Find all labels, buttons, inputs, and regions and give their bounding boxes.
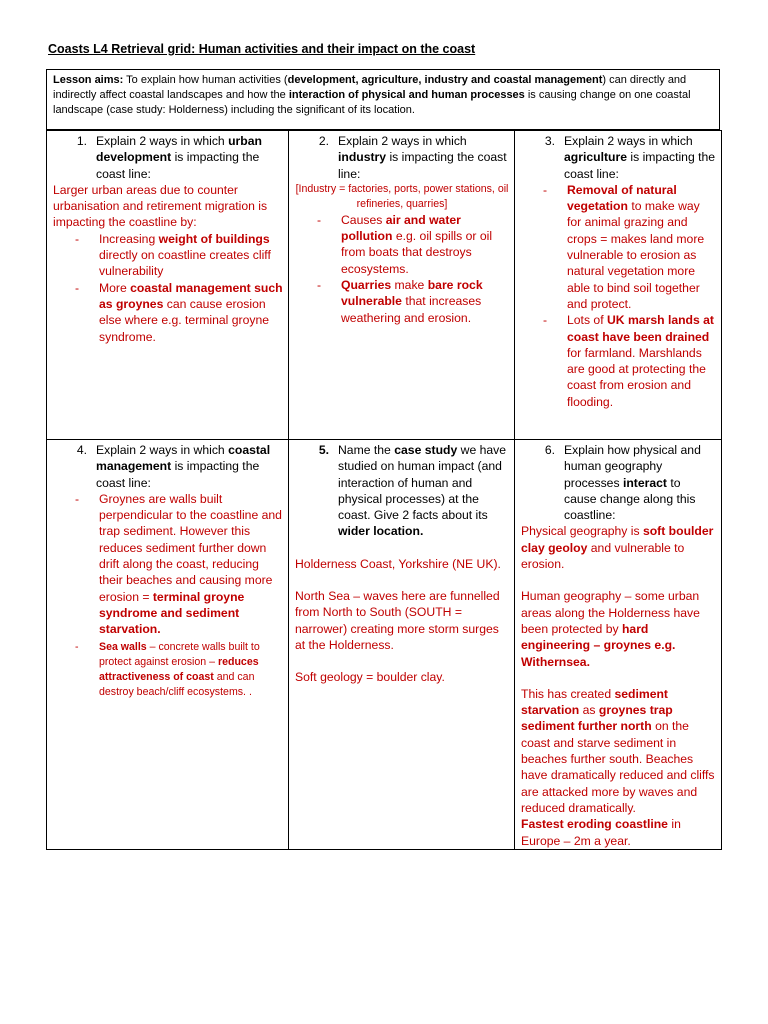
aims-bold: development, agriculture, industry and coastal management [287,74,603,86]
list-item: - Groynes are walls built perpendicular to the coastline and trap sediment. However this reduces sediment further down drift along the coast, reducing their beaches and causing more erosion = terminal groyne syndrome and sediment starvation. [75,491,282,637]
question-text: Explain 2 ways in which urban development is impacting the coast line: [96,134,262,181]
answer-paragraph: Fastest eroding coastline in Europe – 2m a year. [521,817,681,848]
question [295,442,509,540]
list-item: - Quarries make bare rock vulnerable that increases weathering and erosion. [317,278,483,325]
question [53,133,283,182]
page-title: Coasts L4 Retrieval grid: Human activities and their impact on the coast [48,42,476,56]
question [521,133,716,182]
aims-bold: interaction of physical and human processes [288,89,525,101]
question-number: 3. [544,134,555,148]
question-number: 5. [318,443,329,457]
question-number: 4. [76,443,87,457]
aims-text: ) can directly and indirectly affect coastal landscapes and how the [53,74,687,101]
list-item: - Increasing weight of buildings directly on coastline creates cliff vulnerability [75,231,271,279]
retrieval-grid [46,130,722,850]
answer-intro: Larger urban areas due to counter urbanisation and retirement migration is impacting the coastline by: [53,182,268,230]
grid-cell-industry [289,131,515,440]
list-item: - More coastal management such as groynes can cause erosion else where e.g. terminal groyne syndrome. [75,280,283,344]
question-text: Explain 2 ways in which industry is impacting the coast line: [338,134,507,181]
question-number: 6. [544,443,555,457]
answer-paragraph: Soft geology = boulder clay. [295,670,445,685]
lesson-aims [46,69,720,130]
answer-paragraph: Holderness Coast, Yorkshire (NE UK). [295,556,501,571]
grid-cell-agriculture [515,131,722,440]
aims-text: is causing change on one coastal landscape (case study: Holderness) including the significant of its location. [53,89,691,116]
answer-paragraph: Physical geography is soft boulder clay geoloy and vulnerable to erosion. [521,524,714,572]
grid-cell-urban-development [47,131,289,440]
question-text: Explain 2 ways in which coastal management is impacting the coast line: [96,443,271,490]
question [295,133,509,182]
aims-label: Lesson aims: [53,74,124,86]
list-item: - Lots of UK marsh lands at coast have been drained for farmland. Marshlands are good at protecting the coast from erosion and flooding. [543,313,714,409]
question-text: Explain how physical and human geography processes interact to cause change along this coastline: [564,443,701,523]
question [521,442,716,523]
grid-cell-interaction [515,440,722,850]
list-item: - Causes air and water pollution e.g. oil spills or oil from boats that destroys ecosystems. [317,212,493,276]
list-item: - Removal of natural vegetation to make way for animal grazing and crops = makes land more vulnerable to erosion as natural vegetation more able to bind soil together and protect. [543,182,705,311]
question-text: Name the case study we have studied on human impact (and interaction of human and physical processes) at the coast. Give 2 facts about its wider location. [338,443,507,539]
grid-cell-coastal-management [47,440,289,850]
answer-paragraph: This has created sediment starvation as groynes trap sediment further north on the coast and starve sediment in beaches further south. Beaches have dramatically reduced and cliffs are attacked more by waves and reduced dramatically. [521,686,715,815]
aims-text: To explain how human activities ( [123,74,288,86]
grid-cell-case-study [289,440,515,850]
answer-paragraph: North Sea – waves here are funnelled from North to South (SOUTH = narrower) creating more storm surges at the Holderness. [295,589,500,652]
answer-paragraph: Human geography – some urban areas along the Holderness have been protected by hard engineering – groynes e.g. Withernsea. [521,589,700,669]
list-item: - Sea walls – concrete walls built to protect against erosion – reduces attractiveness of coast and can destroy beach/cliff ecosystems. . [75,640,260,698]
question-text: Explain 2 ways in which agriculture is impacting the coast line: [564,134,716,181]
question-number: 1. [76,134,87,148]
question [53,442,283,491]
industry-note: [Industry = factories, ports, power stations, oil refineries, quarries] [295,182,509,210]
question-number: 2. [318,134,329,148]
